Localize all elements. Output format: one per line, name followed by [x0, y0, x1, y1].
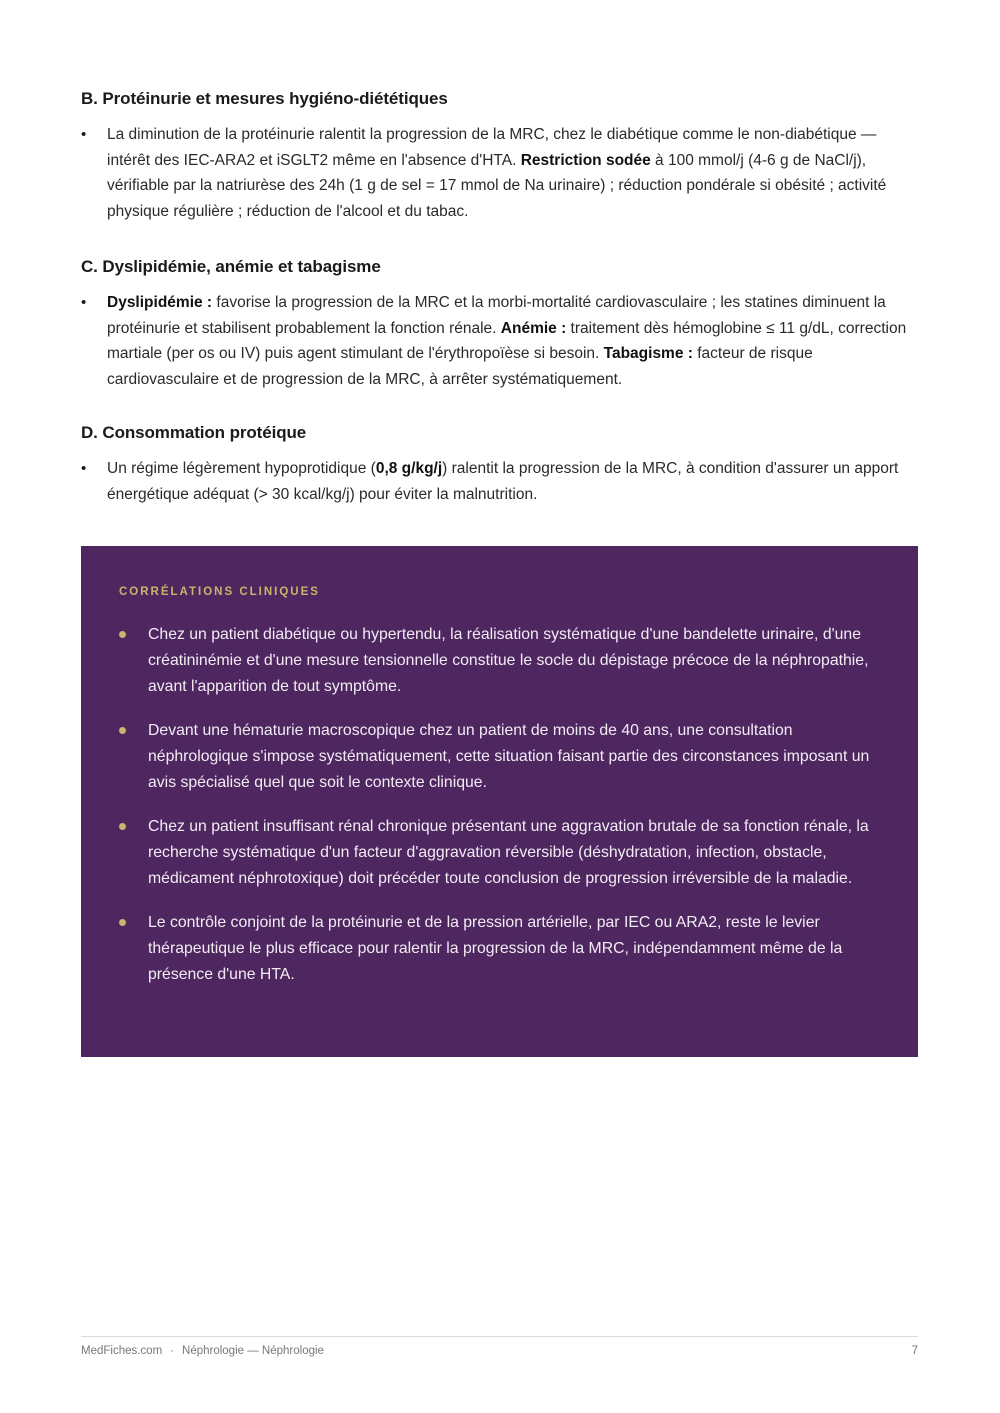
list-item — [81, 290, 918, 392]
bold-term: Anémie : — [500, 319, 567, 337]
section-title: D. Consommation protéique — [81, 423, 307, 442]
paragraph-text: traitement dès hémoglobine ≤ 11 g/dL, correction martiale (per os ou IV) puis agent stimulant de l'érythropoïèse si besoin. — [107, 319, 907, 362]
page-number: 7 — [911, 1345, 918, 1357]
bullet-dot-icon — [119, 823, 126, 830]
bullet-icon: • — [81, 126, 87, 143]
bullet-dot-icon — [119, 727, 126, 734]
paragraph-text: La diminution de la protéinurie ralentit la progression de la MRC, chez le diabétique comme le non-diabétique — intérêt des IEC-ARA2 et iSGLT2 même en l'absence d'HTA. — [107, 126, 877, 169]
bullet-icon: • — [81, 294, 87, 311]
footer-site: MedFiches.com — [81, 1345, 163, 1357]
section-title: C. Dyslipidémie, anémie et tabagisme — [81, 257, 381, 276]
bullet-dot-icon — [119, 919, 126, 926]
callout-text: Devant une hématurie macroscopique chez un patient de moins de 40 ans, une consultation néphrologique s'impose systématiquement, cette situation faisant partie des circonstances imposant un avis spécialisé quel que soit le contexte clinique. — [148, 722, 870, 791]
callout-text: Chez un patient diabétique ou hypertendu, la réalisation systématique d'une bandelette urinaire, d'une créatininémie et d'une mesure tensionnelle constitue le socle du dépistage précoce de la néphropathie, avant l'apparition de tout symptôme. — [148, 626, 869, 695]
list-item — [119, 622, 880, 700]
paragraph-text: à 100 mmol/j (4-6 g de NaCl/j), vérifiable par la natriurèse des 24h (1 g de sel = 17 mmol de Na urinaire) ; réduction pondérale si obésité ; activité physique régulière ; réduction de l'alcool et du tabac. — [107, 151, 887, 220]
paragraph-text: ) ralentit la progression de la MRC, à condition d'assurer un apport énergétique adéquat (> 30 kcal/kg/j) pour éviter la malnutrition. — [107, 460, 899, 503]
footer-topic: Néphrologie — Néphrologie — [182, 1345, 324, 1357]
footer-separator: · — [170, 1345, 175, 1357]
list-item — [119, 910, 880, 988]
list-item — [81, 456, 918, 507]
bullet-icon: • — [81, 460, 87, 477]
callout-text: Chez un patient insuffisant rénal chronique présentant une aggravation brutale de sa fonction rénale, la recherche systématique d'un facteur d'aggravation réversible (déshydratation, infection, obstacle, médicament néphrotoxique) doit précéder toute conclusion de progression irréversible de la maladie. — [148, 818, 869, 887]
clinical-correlations-box — [81, 546, 918, 1057]
paragraph-text: Un régime légèrement hypoprotidique ( — [107, 460, 376, 477]
list-item — [119, 814, 880, 892]
section-b — [81, 89, 918, 224]
bold-term: Tabagisme : — [603, 345, 693, 362]
bullet-dot-icon — [119, 631, 126, 638]
callout-label: CORRÉLATIONS CLINIQUES — [119, 586, 320, 598]
section-title: B. Protéinurie et mesures hygiéno-diététiques — [81, 89, 448, 108]
section-c — [81, 257, 918, 392]
page-footer — [81, 1336, 918, 1357]
callout-text: Le contrôle conjoint de la protéinurie et de la pression artérielle, par IEC ou ARA2, reste le levier thérapeutique le plus efficace pour ralentir la progression de la MRC, indépendamment même de la présence d'une HTA. — [148, 914, 843, 983]
paragraph-text: favorise la progression de la MRC et la morbi-mortalité cardiovasculaire ; les statines diminuent la protéinurie et stabilisent probablement la fonction rénale. — [107, 294, 886, 337]
bold-term: Dyslipidémie : — [107, 294, 213, 311]
list-item — [81, 122, 918, 224]
paragraph-text: facteur de risque cardiovasculaire et de progression de la MRC, à arrêter systématiquement. — [107, 345, 813, 388]
bold-term: 0,8 g/kg/j — [375, 460, 443, 477]
bold-term: Restriction sodée — [520, 151, 651, 169]
section-d — [81, 423, 918, 507]
list-item — [119, 718, 880, 796]
